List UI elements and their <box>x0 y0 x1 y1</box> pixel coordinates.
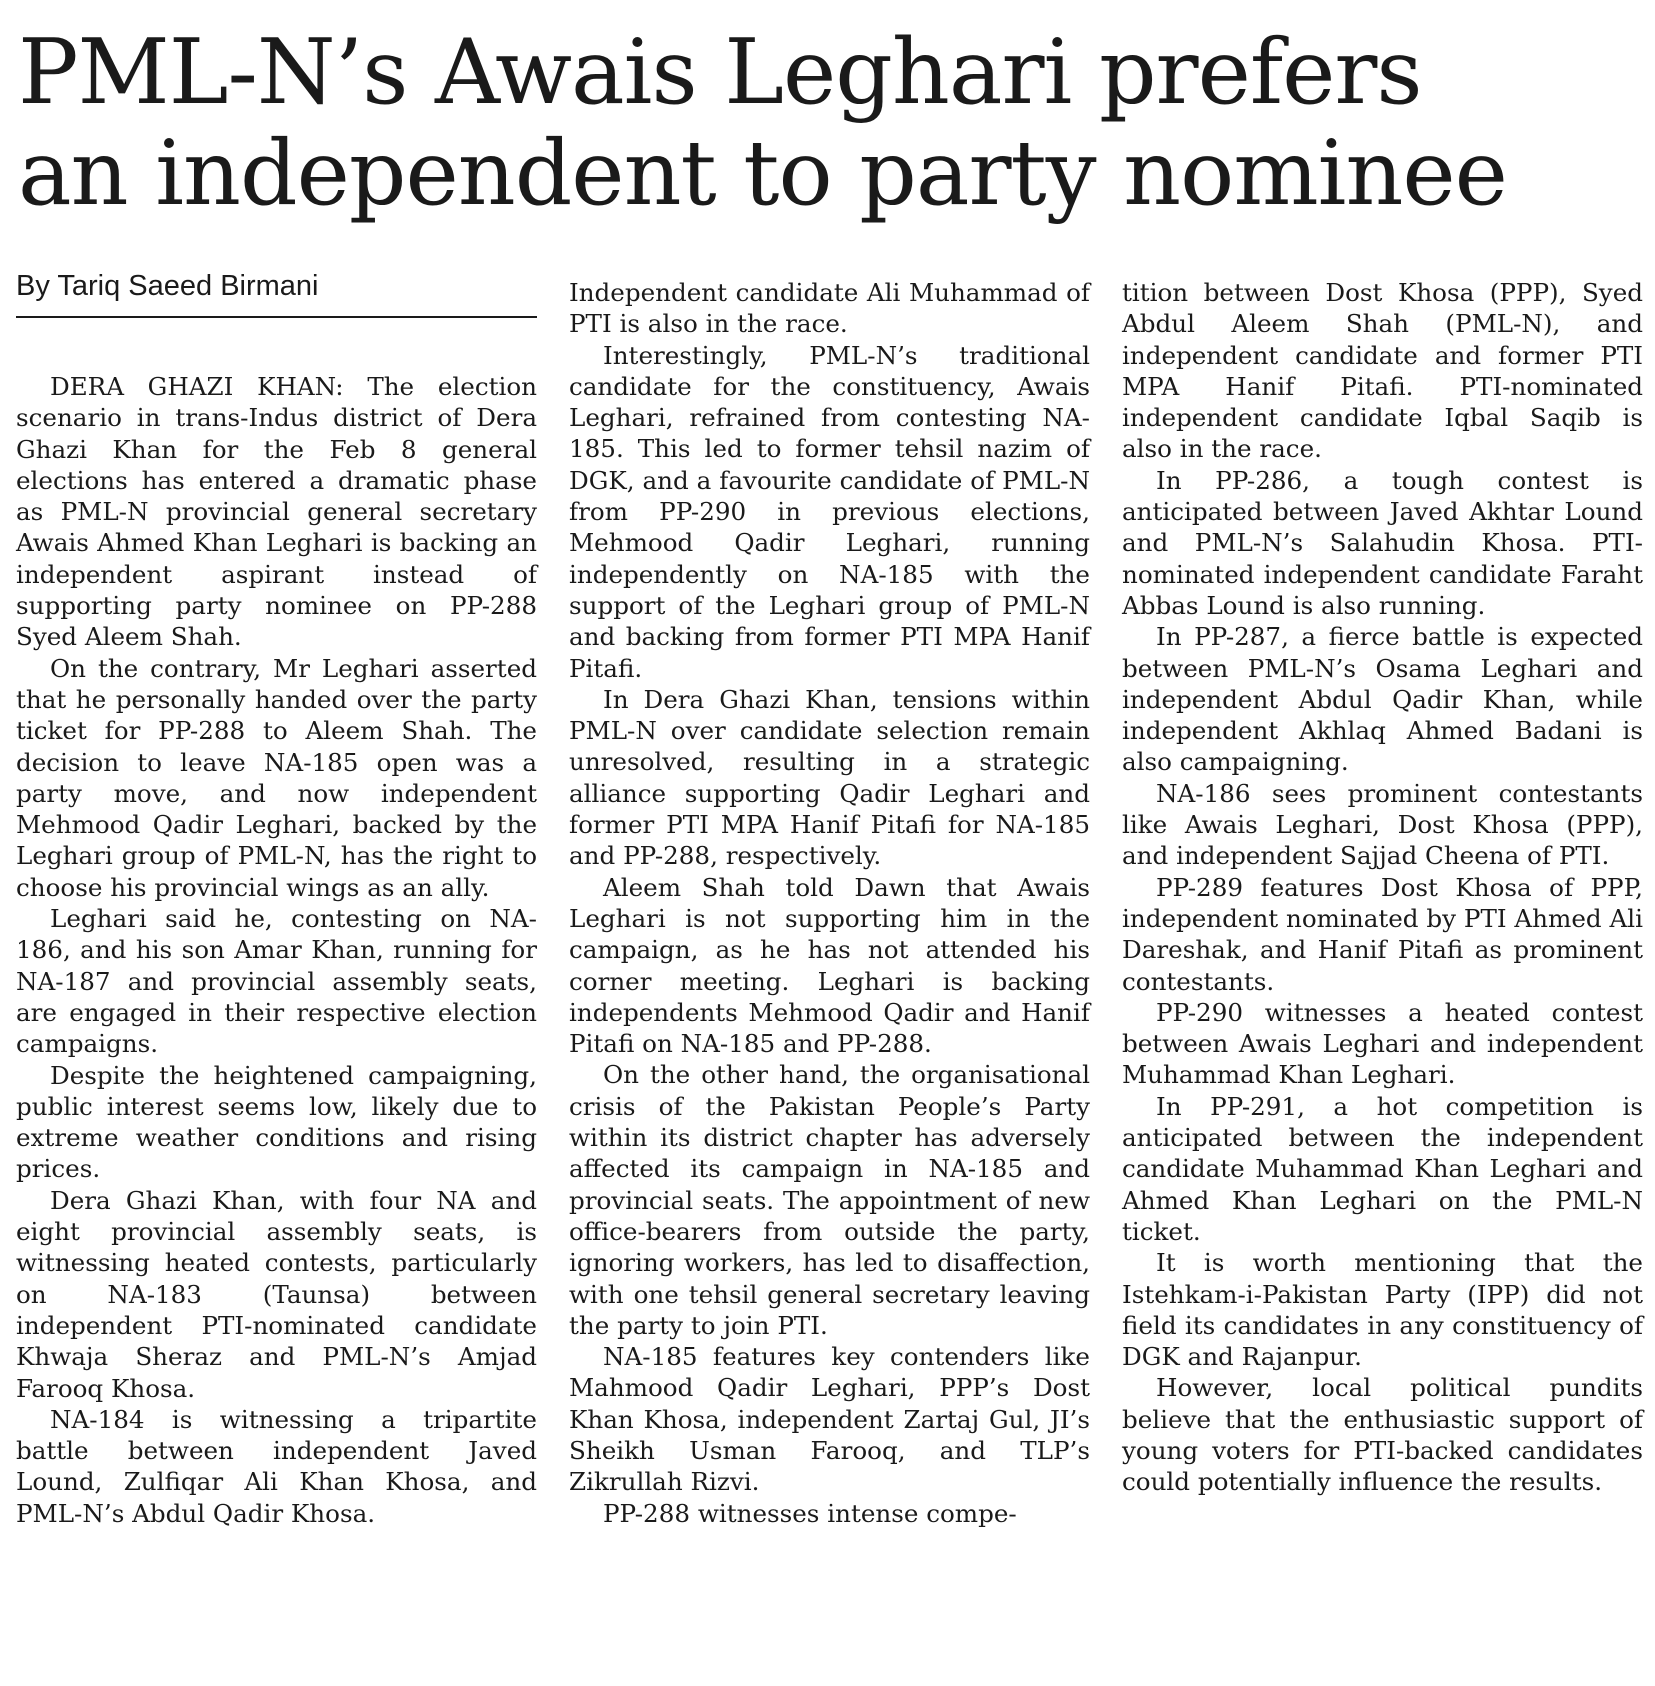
paragraph: In PP-286, a tough contest is anticipated between Javed Akhtar Lound and PML-N’s Salahudin Khosa. PTI-nominated independent candidate Faraht Abbas Lound is also running. <box>1122 465 1643 620</box>
paragraph: It is worth mentioning that the Istehkam-i-Pakistan Party (IPP) did not field its candidates in any constituency of DGK and Rajanpur. <box>1122 1248 1643 1372</box>
paragraph: NA-184 is witnessing a tripartite battle between independent Javed Lound, Zulfiqar Ali Khan Khosa, and PML-N’s Abdul Qadir Khosa. <box>16 1404 537 1528</box>
article-column-3 <box>1122 277 1643 1498</box>
headline-line-2: an independent to party nominee <box>18 121 1507 226</box>
paragraph: On the other hand, the organisational crisis of the Pakistan People’s Party within its district chapter has adversely affected its campaign in NA-185 and provincial seats. The appointment of new office-bearers from outside the party, ignoring workers, has led to disaffection, with one tehsil general secretary leaving the party to join PTI. <box>569 1060 1090 1340</box>
paragraph: Despite the heightened campaigning, public interest seems low, likely due to extreme weather conditions and rising prices. <box>16 1060 537 1184</box>
article-column-2 <box>569 277 1090 1529</box>
paragraph: Independent candidate Ali Muhammad of PTI is also in the race. <box>569 278 1090 339</box>
headline <box>18 22 1643 224</box>
paragraph: PP-290 witnesses a heated contest between Awais Leghari and independent Muhammad Khan Leghari. <box>1122 997 1643 1090</box>
paragraph: In PP-291, a hot competition is anticipated between the independent candidate Muhammad Khan Leghari and Ahmed Khan Leghari on the PML-N ticket. <box>1122 1091 1643 1246</box>
paragraph: DERA GHAZI KHAN: The election scenario in trans-Indus district of Dera Ghazi Khan for the Feb 8 general elections has entered a dramatic phase as PML-N provincial general secretary Awais Ahmed Khan Leghari is backing an independent aspirant instead of supporting party nominee on PP-288 Syed Aleem Shah. <box>16 372 537 652</box>
headline-line-1: PML-N’s Awais Leghari prefers <box>18 20 1422 125</box>
paragraph: However, local political pundits believe that the enthusiastic support of young voters for PTI-backed candidates could potentially influence the results. <box>1122 1373 1643 1497</box>
byline: By Tariq Saeed Birmani <box>16 268 537 318</box>
paragraph: tition between Dost Khosa (PPP), Syed Abdul Aleem Shah (PML-N), and independent candidate and former PTI MPA Hanif Pitafi. PTI-nominated independent candidate Iqbal Saqib is also in the race. <box>1122 278 1643 464</box>
paragraph: In PP-287, a fierce battle is expected between PML-N’s Osama Leghari and independent Abdul Qadir Khan, while independent Akhlaq Ahmed Badani is also campaigning. <box>1122 622 1643 777</box>
paragraph: NA-185 features key contenders like Mahmood Qadir Leghari, PPP’s Dost Khan Khosa, independent Zartaj Gul, JI’s Sheikh Usman Farooq, and TLP’s Zikrullah Rizvi. <box>569 1342 1090 1497</box>
paragraph: PP-289 features Dost Khosa of PPP, independent nominated by PTI Ahmed Ali Dareshak, and Hanif Pitafi as prominent contestants. <box>1122 872 1643 996</box>
paragraph: PP-288 witnesses intense compe- <box>603 1498 1017 1528</box>
paragraph: Interestingly, PML-N’s traditional candidate for the constituency, Awais Leghari, refrained from contesting NA-185. This led to former tehsil nazim of DGK, and a favourite candidate of PML-N from PP-290 in previous elections, Mehmood Qadir Leghari, running independently on NA-185 with the support of the Leghari group of PML-N and backing from former PTI MPA Hanif Pitafi. <box>569 340 1090 683</box>
article-column-1 <box>16 371 537 1529</box>
paragraph: NA-186 sees prominent contestants like Awais Leghari, Dost Khosa (PPP), and independent Sajjad Cheena of PTI. <box>1122 778 1643 871</box>
paragraph: In Dera Ghazi Khan, tensions within PML-N over candidate selection remain unresolved, resulting in a strategic alliance supporting Qadir Leghari and former PTI MPA Hanif Pitafi for NA-185 and PP-288, respectively. <box>569 684 1090 871</box>
paragraph: Leghari said he, contesting on NA-186, and his son Amar Khan, running for NA-187 and provincial assembly seats, are engaged in their respective election campaigns. <box>16 904 537 1059</box>
paragraph: On the contrary, Mr Leghari asserted that he personally handed over the party ticket for PP-288 to Aleem Shah. The decision to leave NA-185 open was a party move, and now independent Mehmood Qadir Leghari, backed by the Leghari group of PML-N, has the right to choose his provincial wings as an ally. <box>16 653 537 902</box>
paragraph: Dera Ghazi Khan, with four NA and eight provincial assembly seats, is witnessing heated contests, particularly on NA-183 (Taunsa) between independent PTI-nominated candidate Khwaja Sheraz and PML-N’s Amjad Farooq Khosa. <box>16 1185 537 1403</box>
paragraph: Aleem Shah told Dawn that Awais Leghari is not supporting him in the campaign, as he has not attended his corner meeting. Leghari is backing independents Mehmood Qadir and Hanif Pitafi on NA-185 and PP-288. <box>569 872 1090 1059</box>
